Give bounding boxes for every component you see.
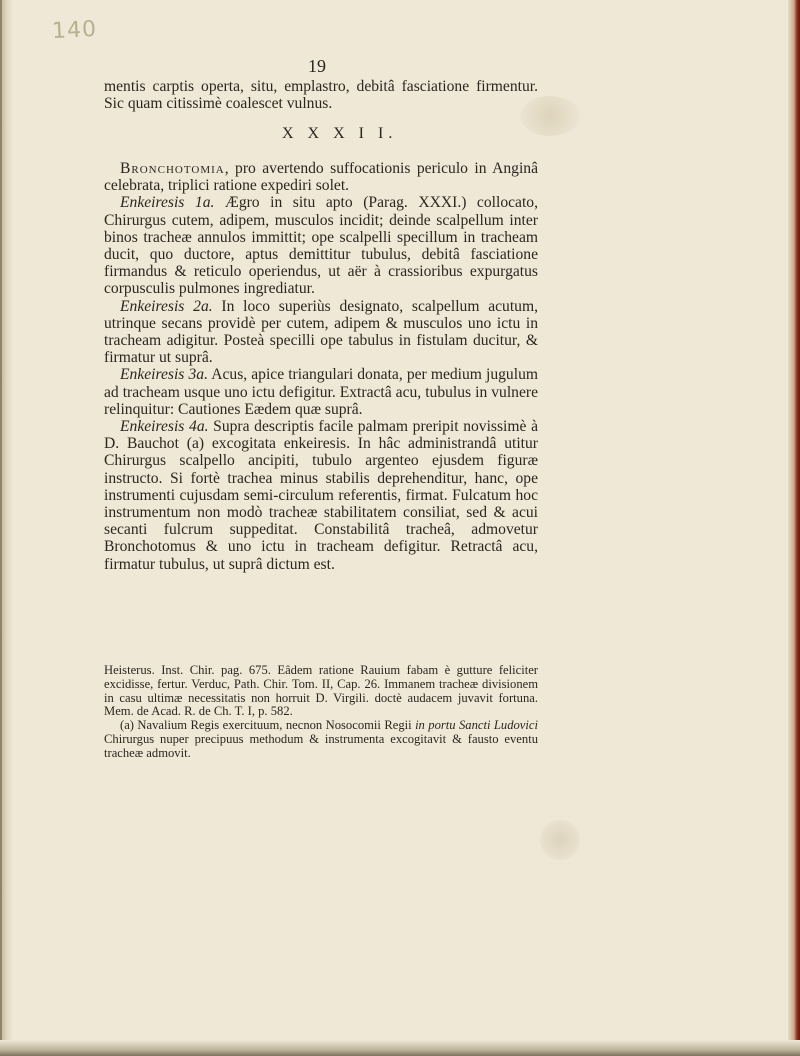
- paragraph-enkeiresis-3: [104, 366, 538, 418]
- enkeiresis-ordinal: 3a.: [188, 366, 208, 384]
- footnotes: [104, 664, 538, 761]
- main-text: [104, 160, 538, 573]
- paragraph-text: In loco superiùs designato, scalpellum acutum, utrinque secans providè per cutem, adipem & musculos uno ictu in tracheam adigitur. Posteà specilli ope tabulus in fistulam ducitur, & firmatur ut suprâ.: [104, 297, 538, 367]
- enkeiresis-label: Enkeiresis: [120, 418, 185, 436]
- paragraph-bronchotomia: [104, 160, 538, 194]
- page-number: 19: [308, 56, 326, 76]
- binding-gutter: [0, 0, 12, 1056]
- handwritten-annotation: 140: [51, 16, 98, 45]
- enkeiresis-label: Enkeiresis: [120, 366, 185, 384]
- paper-stain: [540, 820, 580, 860]
- paragraph-text: excogitata enkeiresis. In hâc administrandâ utitur Chirurgus scalpello ancipiti, tubulo argenteo ejusdem figuræ instructo. Si fortè trachea minus stabilis deprehenditur, hanc, ope instrumenti cujusdam semi-circulum referentis, firmat. Fulcatum hoc instrumentum non modò tracheæ stabilitatem consiliat, sed & acui secanti fulcrum suppeditat. Constabilitâ tracheâ, admovetur Bronchotomus & uno ictu in tracheam defigitur. Retractâ acu, firmatur tubulus, ut suprâ dictum est.: [104, 435, 538, 573]
- paragraph-text: , pro avertendo suffocationis periculo in Anginâ celebrata, triplici ratione expediri solet.: [104, 160, 538, 195]
- footnote-italic: in portu Sancti Ludovici: [415, 718, 538, 733]
- page-edge-right: [788, 0, 800, 1056]
- lead-word: Bronchotomia: [120, 160, 225, 177]
- page-edge-bottom: [0, 1040, 800, 1056]
- enkeiresis-ordinal: 2a.: [193, 297, 213, 315]
- enkeiresis-ordinal: 4a.: [189, 418, 209, 436]
- footnote-heisterus: Heisterus. Inst. Chir. pag. 675. Eâdem ratione Rauium fabam è gutture feliciter excidisse, fertur. Verduc, Path. Chir. Tom. II, Cap. 26. Immanem tracheæ divisionem in casu ultimæ necessitatis non horruit D. Virgili. doctè audacem juvavit fortuna. Mem. de Acad. R. de Ch. T. I, p. 582.: [104, 663, 538, 719]
- opening-text: mentis carptis operta, situ, emplastro, debitâ fasciatione firmentur. Sic quam citissimè coalescet vulnus.: [104, 78, 538, 113]
- section-heading: X X X I I.: [282, 125, 398, 142]
- enkeiresis-label: Enkeiresis: [120, 194, 185, 212]
- paragraph-text: Supra descriptis facile palmam preripit novissimè à D. Bauchot: [104, 418, 538, 453]
- footnote-text: Chirurgus nuper precipuus methodum & instrumenta excogitavit & fausto eventu tracheæ admovit.: [104, 731, 538, 760]
- opening-lines: [104, 78, 538, 112]
- enkeiresis-label: Enkeiresis: [120, 297, 185, 315]
- footnote-reference: (a): [186, 435, 205, 453]
- paragraph-enkeiresis-1: [104, 194, 538, 297]
- paragraph-text: Ægro in situ apto (Parag. XXXI.) collocato, Chirurgus cutem, adipem, musculos incidit; deinde scalpellum inter binos tracheæ annulos immittit; ope scalpelli specillum in tracheam ducit, quo ductore, aptus demittitur tubulus, debitâ fasciatione firmandus & reticulo operiendus, ut aër à crassioribus expurgatus corpusculis pulmones ingrediatur.: [104, 194, 538, 298]
- footnote-a: [104, 719, 538, 760]
- footnote-marker: (a): [120, 718, 134, 733]
- paragraph-text: Acus, apice triangulari donata, per medium jugulum ad tracheam usque uno ictu defigitur. Extractâ acu, tubulus in vulnere relinquitur: Cautiones Eædem quæ suprâ.: [104, 366, 538, 418]
- paragraph-enkeiresis-4: [104, 418, 538, 573]
- footnote-text: Navalium Regis exercituum, necnon Nosocomii Regii: [133, 718, 416, 733]
- enkeiresis-ordinal: 1a.: [194, 194, 215, 212]
- paragraph-enkeiresis-2: [104, 298, 538, 367]
